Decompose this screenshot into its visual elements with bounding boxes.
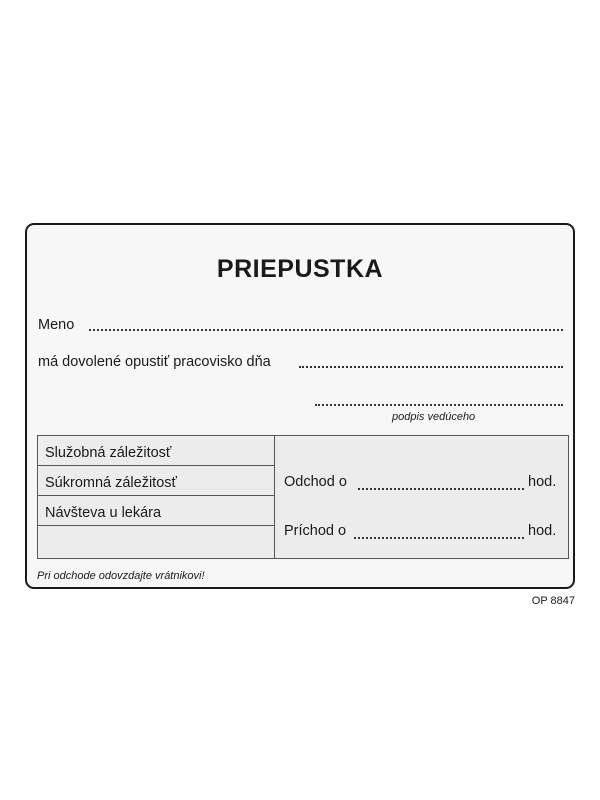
footer-note: Pri odchode odovzdajte vrátnikovi! bbox=[37, 570, 205, 582]
form-title: PRIEPUSTKA bbox=[216, 255, 384, 283]
departure-label: Odchod o bbox=[284, 474, 347, 490]
reason-official[interactable] bbox=[38, 436, 274, 466]
departure-unit: hod. bbox=[528, 474, 557, 490]
reason-list bbox=[38, 436, 275, 558]
signature-field[interactable] bbox=[315, 404, 563, 406]
permission-label: má dovolené opustiť pracovisko dňa bbox=[38, 354, 271, 370]
reason-doctor[interactable] bbox=[38, 496, 274, 526]
departure-time-field[interactable] bbox=[358, 488, 524, 490]
reason-doctor-label: Návšteva u lekára bbox=[45, 505, 162, 521]
arrival-time-field[interactable] bbox=[354, 537, 524, 539]
date-field[interactable] bbox=[299, 366, 563, 368]
reason-private[interactable] bbox=[38, 466, 274, 496]
reason-official-label: Služobná záležitosť bbox=[45, 445, 172, 461]
arrival-label: Príchod o bbox=[284, 523, 347, 539]
product-code: OP 8847 bbox=[531, 595, 575, 607]
pass-form bbox=[25, 223, 575, 589]
name-label: Meno bbox=[38, 317, 75, 333]
reason-private-label: Súkromná záležitosť bbox=[45, 475, 177, 491]
arrival-unit: hod. bbox=[528, 523, 557, 539]
reason-other[interactable] bbox=[38, 526, 274, 556]
reason-time-table bbox=[37, 435, 569, 559]
name-field[interactable] bbox=[89, 329, 563, 331]
signature-label: podpis vedúceho bbox=[392, 411, 476, 423]
